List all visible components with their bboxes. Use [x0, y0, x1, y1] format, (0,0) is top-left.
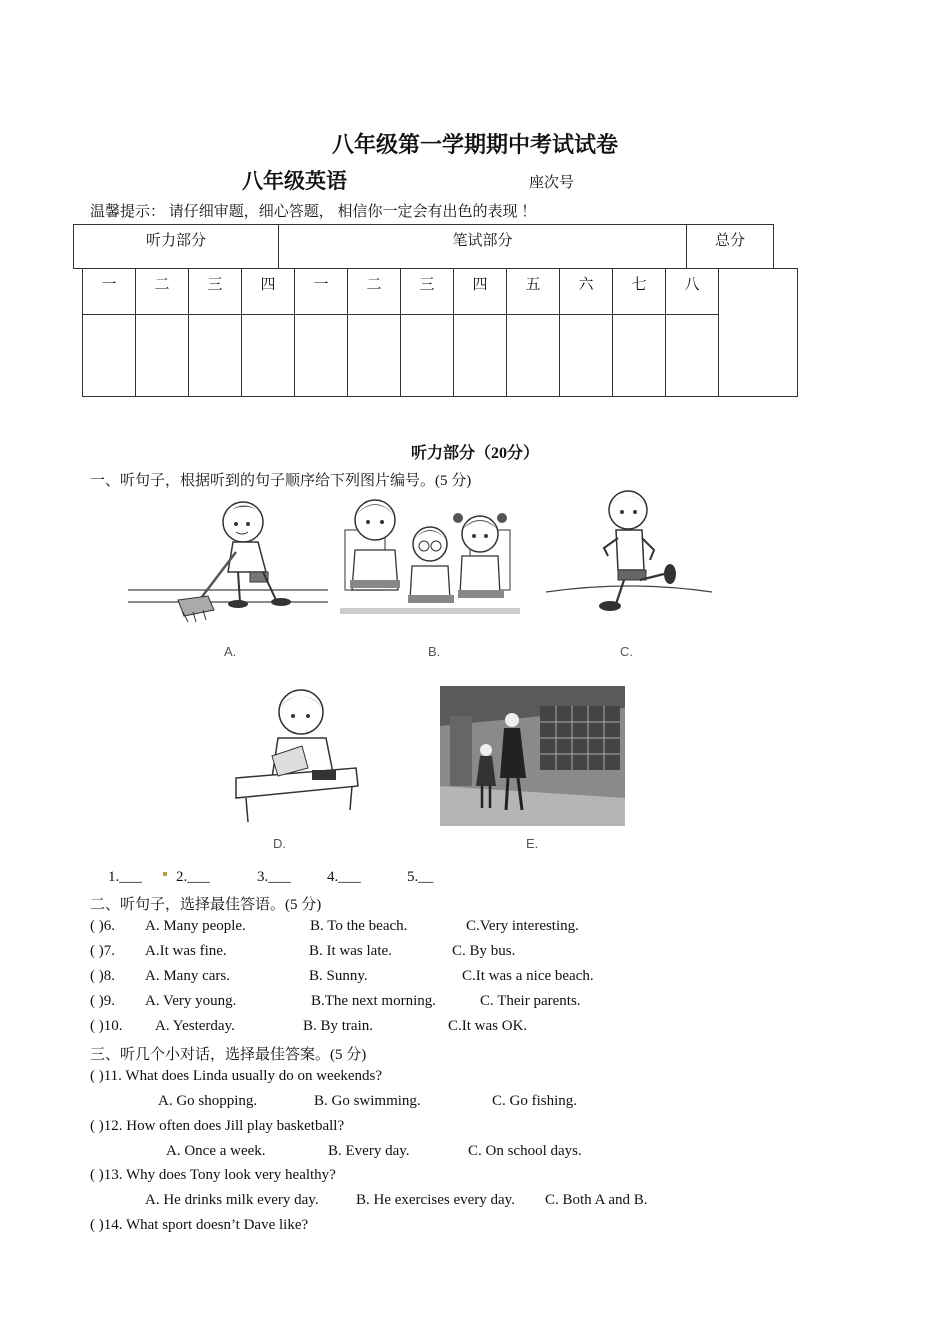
score-column-label: 三 [189, 269, 242, 315]
score-column-label: 三 [401, 269, 454, 315]
score-cell[interactable] [136, 315, 189, 397]
option-b: B. Go swimming. [314, 1093, 421, 1109]
score-cell[interactable] [189, 315, 242, 397]
question-number[interactable]: ( )7. [90, 943, 115, 959]
subject-title: 八年级英语 [242, 169, 347, 193]
score-column-label: 四 [242, 269, 295, 315]
exam-title: 八年级第一学期期中考试试卷 [331, 132, 618, 157]
option-b: B.The next morning. [311, 993, 436, 1009]
question-number[interactable]: ( )10. [90, 1018, 123, 1034]
score-table [82, 268, 798, 397]
option-b: B. To the beach. [310, 918, 408, 934]
score-cell[interactable] [560, 315, 613, 397]
option-a: A. Very young. [145, 993, 237, 1009]
score-cell[interactable] [454, 315, 507, 397]
answer-blank-1[interactable]: 1.___ [108, 869, 142, 885]
option-b: B. He exercises every day. [356, 1192, 515, 1208]
score-cell[interactable] [613, 315, 666, 397]
answer-blank-4[interactable]: 4.___ [327, 869, 361, 885]
score-column-label: 五 [507, 269, 560, 315]
score-cell[interactable] [295, 315, 348, 397]
option-c: C. Both A and B. [545, 1192, 648, 1208]
listening-section-title: 听力部分（20分） [410, 445, 539, 462]
score-column-label: 一 [295, 269, 348, 315]
picture-b-label: B. [428, 644, 441, 659]
score-column-label: 二 [136, 269, 189, 315]
score-column-label: 七 [613, 269, 666, 315]
option-a: A. Yesterday. [155, 1018, 235, 1034]
picture-d-label: D. [273, 836, 286, 851]
picture-e-label: E. [526, 836, 539, 851]
option-c: C.Very interesting. [466, 918, 579, 934]
picture-a-label: A. [224, 644, 237, 659]
written-part-header: 笔试部分 [279, 225, 687, 269]
score-column-label: 四 [454, 269, 507, 315]
option-c: C.It was a nice beach. [462, 968, 594, 984]
picture-e-woman-girl-library [440, 686, 625, 826]
option-b: B. Every day. [328, 1143, 410, 1159]
picture-c-label: C. [620, 644, 633, 659]
score-column-label: 一 [83, 269, 136, 315]
score-cell[interactable] [348, 315, 401, 397]
question-number[interactable]: ( )8. [90, 968, 115, 984]
tip-text: 温馨提示： 请仔细审题，细心答题， 相信你一定会有出色的表现 ！ [90, 204, 537, 220]
score-column-label: 二 [348, 269, 401, 315]
score-cell[interactable] [401, 315, 454, 397]
question-13[interactable]: ( )13. Why does Tony look very healthy? [90, 1167, 336, 1183]
option-a: A.It was fine. [145, 943, 227, 959]
option-a: A. Many people. [145, 918, 246, 934]
score-cell[interactable] [242, 315, 295, 397]
option-c: C. Their parents. [480, 993, 581, 1009]
question-14[interactable]: ( )14. What sport doesn’t Dave like? [90, 1217, 309, 1233]
picture-a-boy-mopping [128, 492, 328, 624]
stray-dot [163, 872, 167, 876]
question-12[interactable]: ( )12. How often does Jill play basketball? [90, 1118, 345, 1134]
part1-instruction: 一、听句子，根据听到的句子顺序给下列图片编号。(5 分) [90, 473, 472, 489]
score-cell[interactable] [507, 315, 560, 397]
part2-instruction: 二、听句子，选择最佳答语。(5 分) [90, 897, 322, 913]
score-table-header [73, 224, 774, 269]
total-score-header: 总分 [687, 225, 774, 269]
option-a: A. Once a week. [166, 1143, 266, 1159]
question-number[interactable]: ( )6. [90, 918, 115, 934]
question-11[interactable]: ( )11. What does Linda usually do on weekends? [90, 1068, 383, 1084]
score-column-label: 八 [666, 269, 719, 315]
option-c: C. Go fishing. [492, 1093, 578, 1109]
picture-c-boy-running [546, 486, 712, 626]
seat-number-label: 座次号 [529, 175, 575, 191]
question-number[interactable]: ( )9. [90, 993, 115, 1009]
total-score-cell[interactable] [719, 269, 798, 397]
score-cell[interactable] [83, 315, 136, 397]
option-c: C. By bus. [452, 943, 516, 959]
answer-blank-5[interactable]: 5.__ [407, 869, 434, 885]
score-cell[interactable] [666, 315, 719, 397]
answer-blank-3[interactable]: 3.___ [257, 869, 291, 885]
option-b: B. Sunny. [309, 968, 368, 984]
option-a: A. Many cars. [145, 968, 230, 984]
score-column-label: 六 [560, 269, 613, 315]
listening-part-header: 听力部分 [74, 225, 279, 269]
part3-instruction: 三、听几个小对话，选择最佳答案。(5 分) [90, 1047, 367, 1063]
option-a: A. He drinks milk every day. [145, 1192, 319, 1208]
picture-b-kids-classroom [340, 490, 520, 626]
option-c: C. On school days. [468, 1143, 582, 1159]
option-b: B. By train. [303, 1018, 373, 1034]
option-a: A. Go shopping. [158, 1093, 258, 1109]
option-c: C.It was OK. [448, 1018, 528, 1034]
option-b: B. It was late. [309, 943, 392, 959]
picture-d-boy-reading [226, 682, 364, 828]
answer-blank-2[interactable]: 2.___ [176, 869, 210, 885]
